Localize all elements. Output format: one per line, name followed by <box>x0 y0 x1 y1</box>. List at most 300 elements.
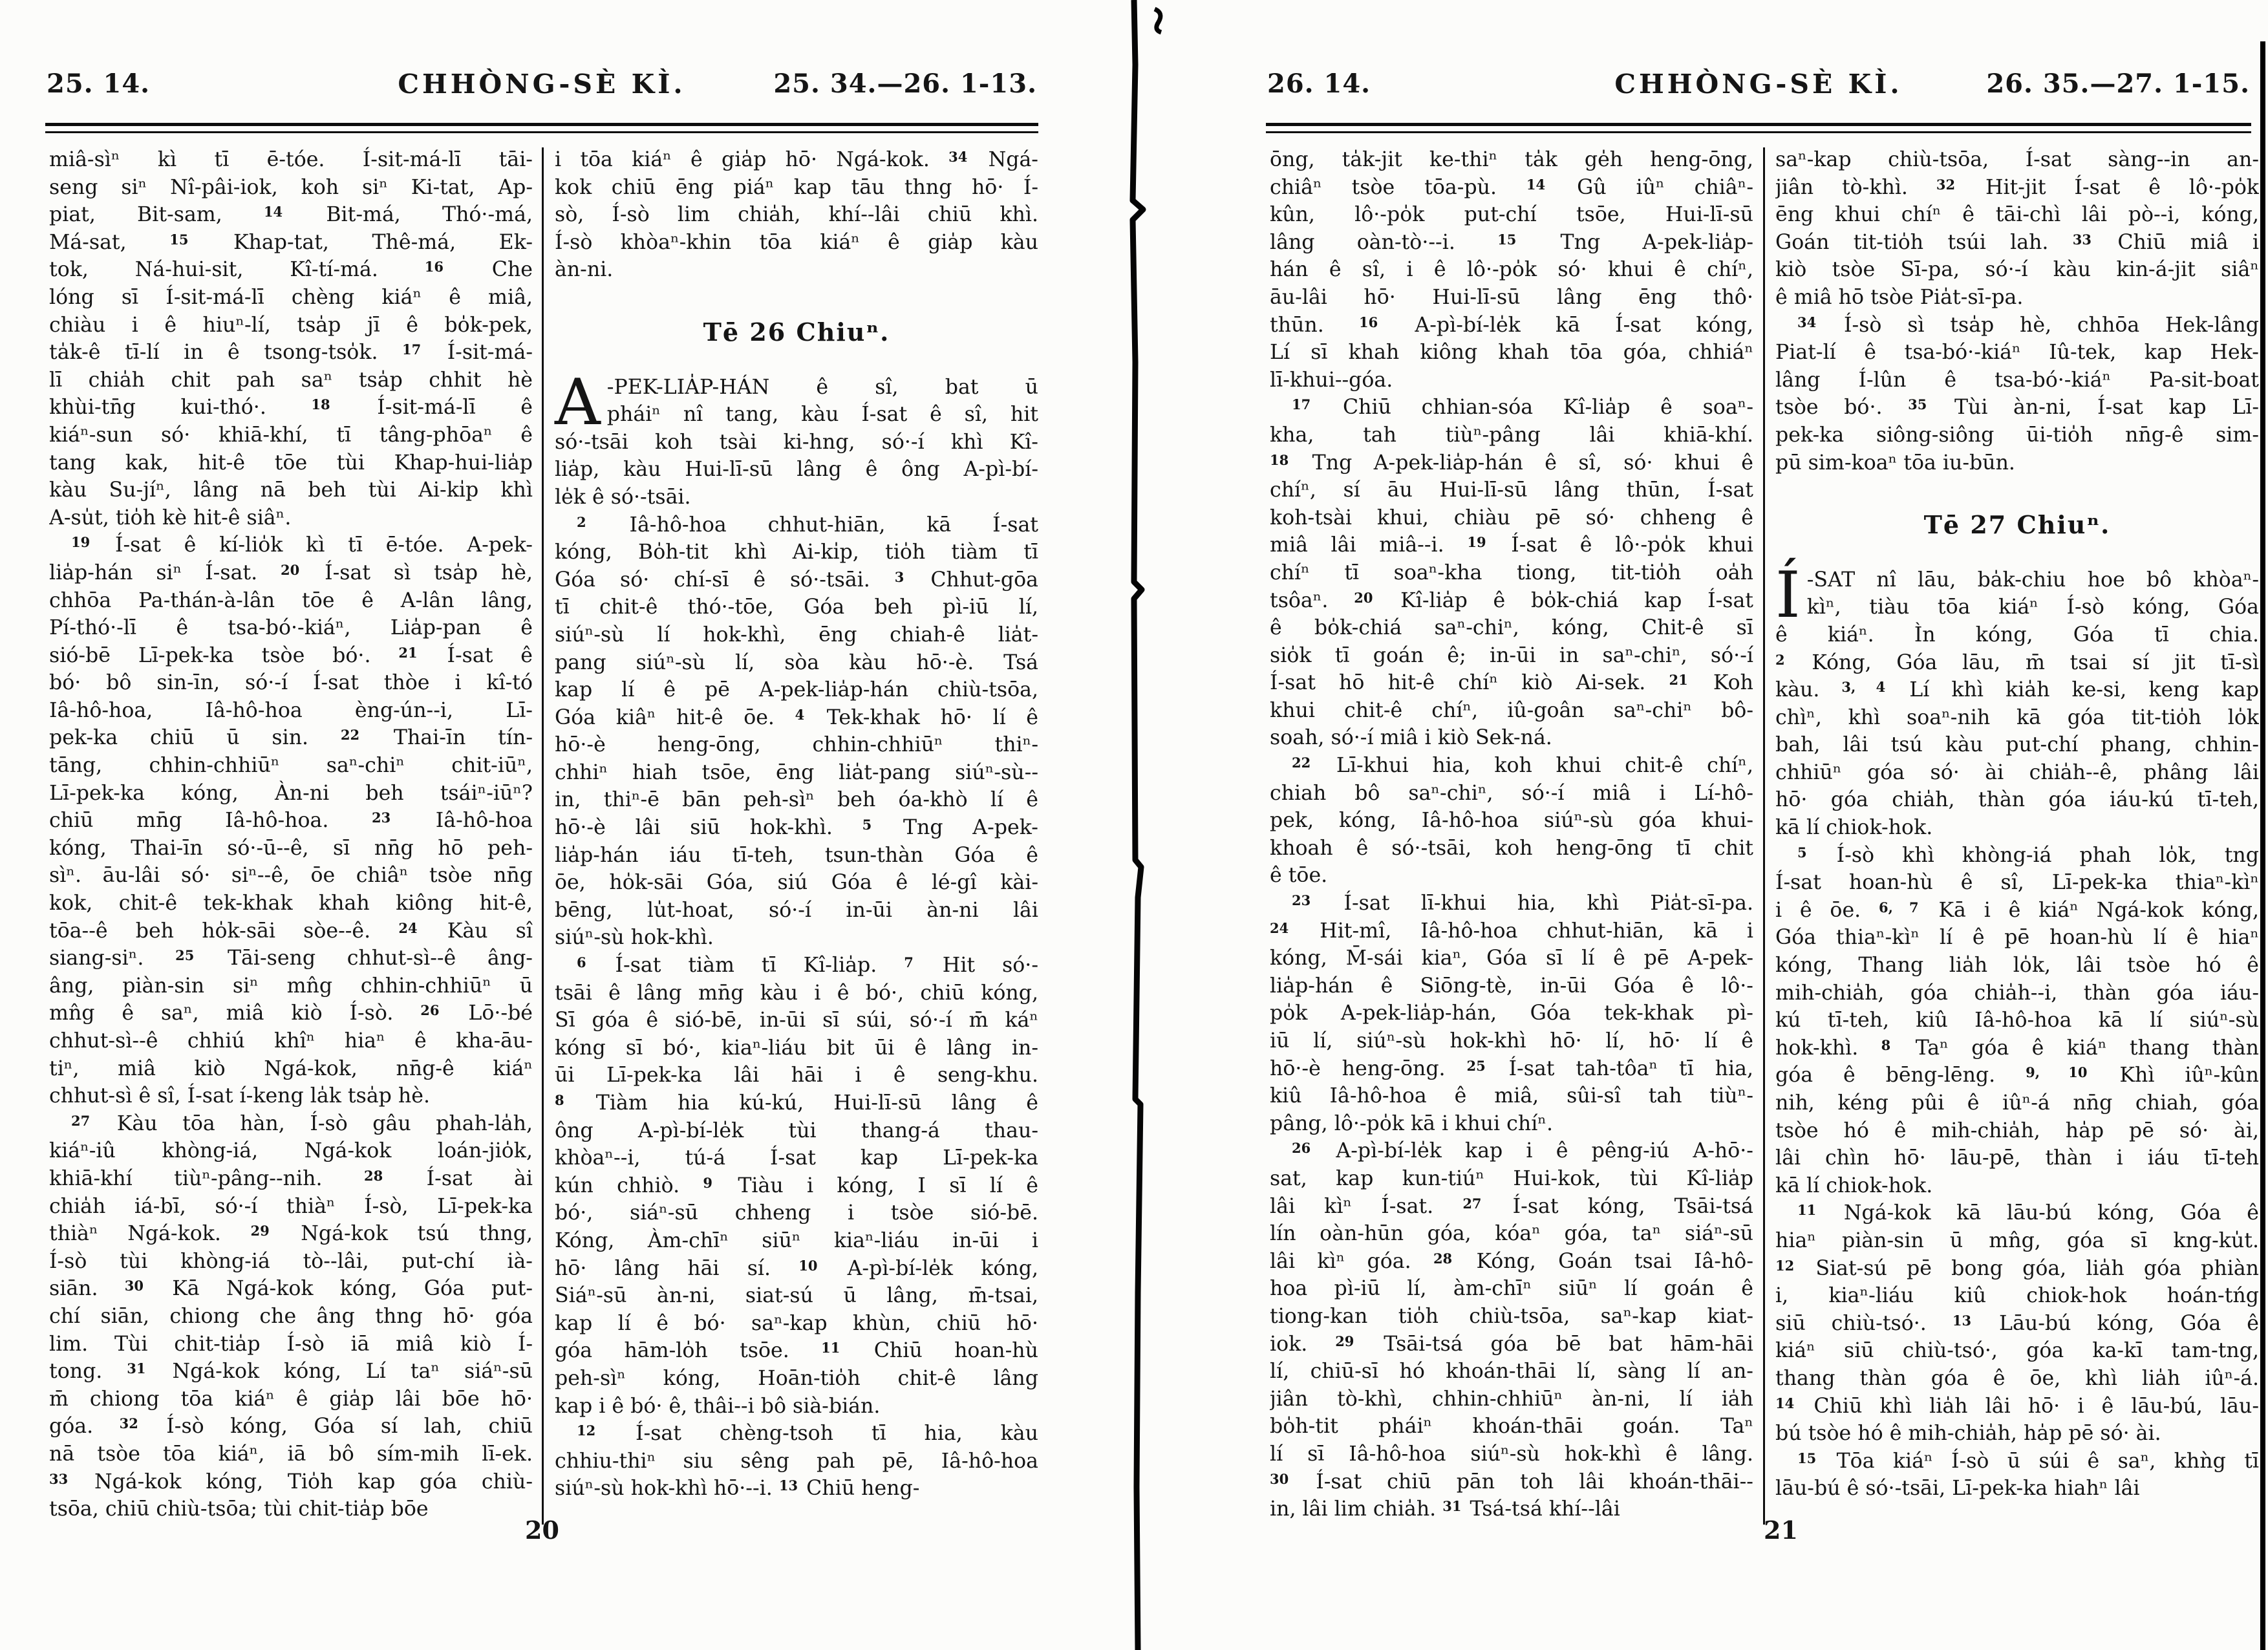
verse-number: 2 <box>1775 651 1785 668</box>
text-line: Góa thiaⁿ-kìⁿ lí ê pē hoan-hù lí ê hiaⁿ <box>1775 926 2259 950</box>
text-line: Sī góa ê sió-bē, in-ūi sī súi, só·-í m̄ káⁿ <box>555 1009 1038 1033</box>
text-line: tsōa, chiū chiù-tsōa; tùi chit-tia̍p bōe <box>49 1497 429 1521</box>
text-line: tāng, chhin-chhiūⁿ saⁿ-chiⁿ chit-iūⁿ, <box>49 754 533 778</box>
text-line: Goán tit-tio̍h tsúi lah. $^{33}$ Chiū miâ i <box>1775 230 2259 254</box>
text-line: kàu. $^{3, 4}$ Lí khì kia̍h ke-si, keng kap <box>1775 678 2259 702</box>
verse-number: 8 <box>555 1092 564 1108</box>
text-line: pū sim-koaⁿ tōa iu-būn. <box>1775 451 2015 475</box>
text-line: tiⁿ, miâ kiò Ngá-kok, nn̄g-ê kiáⁿ <box>49 1056 533 1080</box>
text-line: Má-sat, $^{15}$ Khap-tat, Thê-má, Ek- <box>49 230 533 254</box>
paragraph <box>1775 558 2259 842</box>
text-line: thiàⁿ Ngá-kok. $^{29}$ Ngá-kok tsú thng, <box>49 1222 533 1246</box>
paragraph <box>555 1420 1038 1503</box>
right-page-ref-start: 26. 14. <box>1267 69 1371 99</box>
text-line: siang-siⁿ. $^{25}$ Tāi-seng chhut-sì--ê âng- <box>49 947 533 970</box>
text-line: bah, lâi tsú kàu put-chí phang, chhin- <box>1775 733 2259 757</box>
text-line: $^{22}$ Lī-khui hia, koh khui chit-ê chíⁿ, <box>1292 754 1753 778</box>
verse-number: 4 <box>795 706 805 723</box>
text-line: chhut-sì ê sî, Í-sat í-keng la̍k tsa̍p hè. <box>49 1084 431 1108</box>
verse-number: 2 <box>577 513 586 530</box>
verse-number: 24 <box>1270 919 1289 936</box>
text-line: le̍k ê só·-tsāi. <box>555 485 691 509</box>
paragraph <box>1775 1448 2259 1503</box>
text-line: jiân tò-khì, chhin-chhiūⁿ àn-ni, lí ia̍h <box>1270 1387 1753 1411</box>
text-line: kóng, Thang lia̍h lo̍k, lâi tsòe hó ê <box>1775 954 2259 978</box>
scan-edge-artifact <box>2260 41 2265 1650</box>
text-line: góa hām-lo̍h tsōe. $^{11}$ Chiū hoan-hù <box>555 1339 1038 1363</box>
verse-number: 33 <box>49 1470 69 1487</box>
text-line: pháiⁿ nî tang, kàu Í-sat ê sî, hit <box>606 403 1038 427</box>
text-line: hō· góa chia̍h, thàn góa iáu-kú tī-teh, <box>1775 788 2259 812</box>
text-line: chiàu i ê hiuⁿ-lí, tsa̍p jī ê bo̍k-pek, <box>49 313 533 337</box>
paragraph <box>1270 146 1753 394</box>
verse-number: 21 <box>398 644 418 661</box>
text-line: $^{19}$ Í-sat ê kí-lio̍k kì tī ē-tóe. A-pek- <box>71 533 533 557</box>
left-header-rule-top <box>45 123 1038 126</box>
text-line: kok, chit-ê tek-khak khah kiông hit-ê, <box>49 892 533 916</box>
text-line: $^5$ Í-sò khì khòng-iá phah lo̍k, tng <box>1797 843 2259 867</box>
text-line: Kóng, Àm-chīⁿ siūⁿ kiaⁿ-liáu in-ūi i <box>555 1228 1038 1252</box>
text-line: hán ê sî, i ê lô·-po̍k só· khui ê chíⁿ, <box>1270 258 1753 282</box>
text-line: lâi kìⁿ Í-sat. $^{27}$ Í-sat kóng, Tsāi-tsá <box>1270 1194 1753 1218</box>
verse-number: 28 <box>363 1167 383 1184</box>
text-line: pâng, lô·-po̍k kā i khui chíⁿ. <box>1270 1111 1554 1135</box>
text-line: khùi-tn̄g kui-thó·. $^{18}$ Í-sit-má-lī ê <box>49 396 533 420</box>
left-page-running-title: CHHÒNG-SÈ KÌ. <box>398 69 686 100</box>
text-line: $^{15}$ Tōa kiáⁿ Í-sò ū súi ê saⁿ, khǹg tī <box>1797 1449 2259 1473</box>
text-line: in, lâi lim chia̍h. $^{31}$ Tsá-tsá khí--lâi <box>1270 1497 1620 1521</box>
text-line: siān. $^{30}$ Kā Ngá-kok kóng, Góa put- <box>49 1277 533 1301</box>
text-line: $^{11}$ Ngá-kok kā lāu-bú kóng, Góa ê <box>1797 1201 2259 1225</box>
text-line: sò, Í-sò lim chia̍h, khí--lâi chiū khì. <box>555 203 1038 227</box>
verse-number: 23 <box>371 809 391 826</box>
text-line: peh-sìⁿ kóng, Hoān-tio̍h chit-ê lâng <box>555 1366 1038 1390</box>
text-line: thūn. $^{16}$ A-pì-bí-le̍k kā Í-sat kóng, <box>1270 313 1753 337</box>
text-line: tsòe bó·. $^{35}$ Tùi àn-ni, Í-sat kap Lī- <box>1775 396 2259 420</box>
verse-number: 26 <box>420 1002 440 1019</box>
text-line: pek, kóng, Iâ-hô-hoa siúⁿ-sù góa khui- <box>1270 809 1753 833</box>
text-line: lia̍p-hán iáu tī-teh, tsun-thàn Góa ê <box>555 843 1038 867</box>
text-line: àn-ni. <box>555 258 614 282</box>
text-line: chia̍h iá-bī, só·-í thiàⁿ Í-sò, Lī-pek-ka <box>49 1194 533 1218</box>
verse-number: 24 <box>398 919 418 936</box>
right-page-number: 21 <box>1764 1516 1798 1545</box>
text-line: ê miâ hō tsòe Pia̍t-sī-pa. <box>1775 285 2024 309</box>
chapter-heading: Tē 26 Chiuⁿ. <box>703 317 890 347</box>
text-line: $^2$ Iâ-hô-hoa chhut-hiān, kā Í-sat <box>577 513 1038 537</box>
text-line: siúⁿ-sù hok-khì hō·--i. $^{13}$ Chiū heng- <box>555 1477 920 1501</box>
verse-number: 25 <box>1466 1057 1486 1074</box>
paragraph <box>555 146 1038 284</box>
text-line: lâng oàn-tò·--i. $^{15}$ Tng A-pek-lia̍p- <box>1270 230 1753 254</box>
text-line: kiáⁿ-sun só· khiā-khí, tī tâng-phōaⁿ ê <box>49 423 533 447</box>
verse-number: 20 <box>1354 589 1373 606</box>
text-line: chìⁿ, khì soaⁿ-nih kā góa tit-tio̍h lo̍k <box>1775 705 2259 729</box>
verse-number: 22 <box>340 727 360 744</box>
text-line: Lī-pek-ka kóng, Àn-ni beh tsáiⁿ-iūⁿ? <box>49 781 533 805</box>
text-line: lī chia̍h chit pah saⁿ tsa̍p chhit hè <box>49 368 533 392</box>
text-line: chí siān, chiong che âng thng hō· góa <box>49 1304 533 1328</box>
verse-number: 14 <box>1775 1395 1795 1411</box>
text-line: chiâⁿ tsòe tōa-pù. $^{14}$ Gû iûⁿ chiâⁿ- <box>1270 175 1753 199</box>
text-line: $^{18}$ Tng A-pek-lia̍p-hán ê sî, só· khui ê <box>1270 451 1753 475</box>
paragraph <box>1775 146 2259 312</box>
text-line: chhut-sì--ê chhiú khîⁿ hiaⁿ ê kha-āu- <box>49 1029 533 1053</box>
verse-number: 16 <box>1358 314 1378 330</box>
text-line: só·-tsāi koh tsài ki-hng, só·-í khì Kî- <box>555 430 1038 454</box>
text-line: tsāi ê lâng mn̄g kàu i ê bó·, chiū kóng, <box>555 981 1038 1005</box>
text-line: in, thiⁿ-ē bān peh-sìⁿ beh óa-khò lí ê <box>555 788 1038 812</box>
verse-number: 11 <box>1797 1202 1817 1219</box>
text-line: piat, Bit-sam, $^{14}$ Bit-má, Thó·-má, <box>49 203 533 227</box>
text-line: tōa--ê beh ho̍k-sāi sòe--ê. $^{24}$ Kàu sî <box>49 919 533 943</box>
text-line: chíⁿ, sí āu Hui-lī-sū lâng thūn, Í-sat <box>1270 478 1753 502</box>
text-line: $^6$ Í-sat tiàm tī Kî-lia̍p. $^7$ Hit só·- <box>577 954 1038 978</box>
verse-number: 12 <box>1775 1257 1795 1274</box>
dropcap-letter: A <box>555 365 601 440</box>
text-line: kap i ê bó· ê, thâi--i bô sià-bián. <box>555 1394 881 1418</box>
text-line: kap lí ê bó· saⁿ-kap khùn, chiū hō· <box>555 1311 1038 1335</box>
text-line: lóng sī Í-sit-má-lī chèng kiáⁿ ê miâ, <box>49 285 533 309</box>
verse-number: 8 <box>1881 1036 1891 1053</box>
text-line: ōng, ta̍k-jit ke-thiⁿ ta̍k ge̍h heng-ōng, <box>1270 148 1753 171</box>
text-line: $^{26}$ A-pì-bí-le̍k kap i ê pêng-iú A-hō·- <box>1292 1139 1753 1163</box>
text-line: kā lí chiok-hok. <box>1775 816 1933 840</box>
paragraph <box>555 365 1038 511</box>
paragraph <box>49 1110 533 1523</box>
text-line: Iâ-hô-hoa, Iâ-hô-hoa èng-ún--i, Lī- <box>49 698 533 722</box>
text-line: saⁿ-kap chiù-tsōa, Í-sat sàng--in an- <box>1775 148 2259 171</box>
text-line: kap lí ê pē A-pek-lia̍p-hán chiù-tsōa, <box>555 678 1038 702</box>
text-line: tsòe hó ê mih-chia̍h, ha̍p pē só· ài, <box>1775 1119 2259 1142</box>
text-line: hō·-è heng-ōng, chhin-chhiūⁿ thiⁿ- <box>555 733 1038 757</box>
text-line: mih-chia̍h, góa chia̍h--i, thàn góa iáu- <box>1775 981 2259 1005</box>
verse-number: 27 <box>71 1112 91 1129</box>
text-line: sió-bē Lī-pek-ka tsòe bó·. $^{21}$ Í-sat ê <box>49 643 533 667</box>
text-line: āu-lâi hō· Hui-lī-sū lâng ēng thô· <box>1270 285 1753 309</box>
text-line: i, kiaⁿ-liáu kiû chiok-hok hoán-tńg <box>1775 1284 2259 1308</box>
text-line: nih, kéng pûi ê iûⁿ-á nn̄g chiah, góa <box>1775 1091 2259 1115</box>
verse-number: 23 <box>1292 892 1311 909</box>
text-line: -PEK-LIA̍P-HÁN ê sî, bat ū <box>606 375 1038 399</box>
text-line: ê bo̍k-chiá saⁿ-chiⁿ, kóng, Chit-ê sī <box>1270 616 1753 640</box>
verse-number: 30 <box>1270 1470 1289 1487</box>
text-line: kóng sī bó·, kiaⁿ-liáu bit ūi ê lâng in- <box>555 1036 1038 1060</box>
text-line: pang siúⁿ-sù lí, sòa kàu hō·-è. Tsá <box>555 650 1038 674</box>
right-page-column-2 <box>1775 146 2259 1503</box>
text-line: chiū mn̄g Iâ-hô-hoa. $^{23}$ Iâ-hô-hoa <box>49 809 533 833</box>
text-line: -SAT nî lāu, ba̍k-chiu hoe bô khòaⁿ- <box>1806 568 2259 592</box>
text-line: chhiⁿ hiah tsōe, ēng lia̍t-pang siúⁿ-sù-- <box>555 760 1038 784</box>
verse-number: 31 <box>1442 1498 1462 1515</box>
text-line: Lí sī khah kiông khah tōa góa, chhiáⁿ <box>1270 341 1753 365</box>
text-line: lia̍p-hán siⁿ Í-sat. $^{20}$ Í-sat sì tsa̍p hè, <box>49 561 533 584</box>
text-line: jiân tò-khì. $^{32}$ Hit-jit Í-sat ê lô·-po̍k <box>1775 175 2259 199</box>
paragraph <box>1270 752 1753 890</box>
text-line: sat, kap kun-tiúⁿ Hui-kok, tùi Kî-lia̍p <box>1270 1166 1753 1190</box>
verse-number: 16 <box>424 259 444 275</box>
text-line: lâng Í-lûn ê tsa-bó·-kiáⁿ Pa-sit-boat <box>1775 368 2259 392</box>
verse-number: 3, 4 <box>1841 679 1886 696</box>
text-line: kiò tsòe Sī-pa, só·-í kàu kin-á-jit siâⁿ <box>1775 258 2259 282</box>
verse-number: 17 <box>1292 396 1311 413</box>
text-line: sìⁿ. āu-lâi só· siⁿ--ê, ōe chiâⁿ tsòe nn̄g <box>49 864 533 888</box>
text-line: lim. Tùi chit-tia̍p Í-sò iā miâ kiò Í- <box>49 1332 533 1356</box>
text-line: ông A-pì-bí-le̍k tùi thang-á thau- <box>555 1119 1038 1142</box>
text-line: bo̍h-tit pháiⁿ khoán-thāi goán. Taⁿ <box>1270 1415 1753 1439</box>
text-line: ōe, ho̍k-sāi Góa, siú Góa ê lé-gî kài- <box>555 871 1038 895</box>
text-line: khui chit-ê chíⁿ, iû-goân saⁿ-chiⁿ bô- <box>1270 698 1753 722</box>
text-line: $^{14}$ Chiū khì lia̍h lâi hō· i ê lāu-bú, lāu- <box>1775 1394 2259 1418</box>
text-line: tok, Ná-hui-sit, Kî-tí-má. $^{16}$ Che <box>49 258 533 282</box>
paragraph <box>1775 1199 2259 1447</box>
text-line: m̄ chiong tōa kiáⁿ ê gia̍p lâi bōe hō· <box>49 1387 533 1411</box>
text-line: âng, piàn-sin siⁿ mn̂g chhin-chhiūⁿ ū <box>49 974 533 998</box>
text-line: bó· bô sin-īn, só·-í Í-sat thòe i kî-tó <box>49 671 533 695</box>
text-line: Í-sò khòaⁿ-khin tōa kiáⁿ ê gia̍p kàu <box>555 230 1038 254</box>
text-line: $^{33}$ Ngá-kok kóng, Tio̍h kap góa chiù- <box>49 1470 533 1494</box>
text-line: i tōa kiáⁿ ê gia̍p hō· Ngá-kok. $^{34}$ Ngá- <box>555 148 1038 171</box>
text-line: $^{27}$ Kàu tōa hàn, Í-sò gâu phah-la̍h, <box>71 1111 533 1135</box>
chapter-heading: Tē 27 Chiuⁿ. <box>1923 510 2111 540</box>
text-line: lâi kìⁿ góa. $^{28}$ Kóng, Goán tsai Iâ-hô- <box>1270 1249 1753 1273</box>
verse-number: 34 <box>1797 314 1817 330</box>
verse-number: 18 <box>1270 451 1289 468</box>
text-line: tong. $^{31}$ Ngá-kok kóng, Lí taⁿ siáⁿ-sū <box>49 1360 533 1384</box>
verse-number: 30 <box>124 1278 144 1294</box>
verse-number: 34 <box>948 149 968 165</box>
text-line: lia̍p-hán ê Siōng-tè, in-ūi Góa ê lô·- <box>1270 974 1753 998</box>
right-page-ref-end: 26. 35.—27. 1-15. <box>1986 69 2250 99</box>
right-page-column-1 <box>1270 146 1753 1523</box>
verse-number: 29 <box>250 1223 270 1239</box>
text-line: kiû Iâ-hô-hoa ê miâ, sûi-sî tah tiùⁿ- <box>1270 1084 1753 1108</box>
text-line: soah, só·-í miâ i kiò Sek-ná. <box>1270 726 1552 750</box>
verse-number: 6 <box>577 954 586 971</box>
text-line: $^2$ Kóng, Góa lāu, m̄ tsai sí jit tī-sì <box>1775 650 2259 674</box>
text-line: ê kiáⁿ. Ìn kóng, Góa tī chia. <box>1775 623 2259 647</box>
verse-number: 19 <box>71 534 91 551</box>
verse-number: 31 <box>127 1360 146 1377</box>
text-line: pek-ka siông-siông ūi-tio̍h nn̄g-ê sim- <box>1775 423 2259 447</box>
text-line: lâi chìn hō· lāu-pē, thàn i iáu tī-teh <box>1775 1146 2259 1170</box>
verse-number: 32 <box>119 1415 138 1432</box>
verse-number: 28 <box>1433 1250 1453 1267</box>
verse-number: 15 <box>1797 1450 1817 1466</box>
text-line: Siáⁿ-sū àn-ni, siat-sú ū lâng, m̄-tsai, <box>555 1284 1038 1308</box>
paragraph <box>555 952 1038 1420</box>
text-line: kóng, Bo̍h-tit khì Ai-ki̍p, tio̍h tiàm tī <box>555 541 1038 564</box>
verse-number: 27 <box>1462 1195 1482 1212</box>
text-line: ta̍k-ê tī-lí in ê tsong-tso̍k. $^{17}$ Í-sit-má- <box>49 341 533 365</box>
text-line: lí, chiū-sī hó khoán-thāi lí, sàng lí an- <box>1270 1360 1753 1384</box>
text-line: kóng, M̄-sái kiaⁿ, Góa sī lí ê pē A-pek- <box>1270 947 1753 970</box>
text-line: tang kak, hit-ê tōe tùi Khap-hui-lia̍p <box>49 451 533 475</box>
text-line: chhōa Pa-thán-à-lân tōe ê A-lân lâng, <box>49 588 533 612</box>
text-line: siúⁿ-sù hok-khì. <box>555 926 714 950</box>
text-line: iok. $^{29}$ Tsāi-tsá góa bē bat hām-hāi <box>1270 1332 1753 1356</box>
text-line: hoa pì-iū lí, àm-chīⁿ siūⁿ lí goán ê <box>1270 1277 1753 1301</box>
text-line: ūi Lī-pek-ka lâi hāi i ê seng-khu. <box>555 1064 1038 1088</box>
left-page-column-divider <box>542 147 544 1525</box>
verse-number: 7 <box>904 954 914 971</box>
text-line: thang thàn góa ê ōe, khì lia̍h iûⁿ-á. <box>1775 1366 2259 1390</box>
text-line: siúⁿ-sù lí hok-khì, ēng chiah-ê lia̍t- <box>555 623 1038 647</box>
left-page-ref-end: 25. 34.—26. 1-13. <box>773 69 1037 99</box>
text-line: $^{30}$ Í-sat chiū pān toh lâi khoán-thāi-- <box>1270 1470 1753 1494</box>
text-line: $^8$ Tiàm hia kú-kú, Hui-lī-sū lâng ê <box>555 1091 1038 1115</box>
text-line: mn̂g ê saⁿ, miâ kiò Í-sò. $^{26}$ Lō·-bé <box>49 1002 533 1025</box>
text-line: kóng, Thai-īn só·-ū--ê, sī nn̄g hō peh- <box>49 836 533 860</box>
text-line: kok chiū ēng piáⁿ kap tāu thng hō· Í- <box>555 175 1038 199</box>
verse-number: 14 <box>263 204 283 220</box>
left-page-column-1 <box>49 146 533 1523</box>
verse-number: 13 <box>1952 1312 1972 1329</box>
paragraph <box>1270 890 1753 1137</box>
text-line: lāu-bú ê só·-tsāi, Lī-pek-ka hiahⁿ lâi <box>1775 1477 2140 1501</box>
text-line: góa. $^{32}$ Í-sò kóng, Góa sí lah, chiū <box>49 1415 533 1439</box>
verse-number: 3 <box>894 568 904 585</box>
left-header-rule-bottom <box>45 131 1038 133</box>
verse-number: 10 <box>798 1257 818 1274</box>
right-header-rule-top <box>1266 123 2251 126</box>
verse-number: 18 <box>311 396 330 413</box>
text-line: kûn, lô·-po̍k put-chí tsōe, Hui-lī-sū <box>1270 203 1753 227</box>
text-line: Góa só· chí-sī ê só·-tsāi. $^3$ Chhut-gōa <box>555 568 1038 592</box>
text-line: miâ lâi miâ--i. $^{19}$ Í-sat ê lô·-po̍k khui <box>1270 533 1753 557</box>
text-line: chhiūⁿ góa só· ài chia̍h--ê, phâng lâi <box>1775 760 2259 784</box>
text-line: Í-sat hoan-hù ê sî, Lī-pek-ka thiaⁿ-kìⁿ <box>1775 871 2259 895</box>
paragraph <box>49 146 533 531</box>
verse-number: 20 <box>281 561 300 578</box>
text-line: Piat-lí ê tsa-bó·-kiáⁿ Iû-tek, kap Hek- <box>1775 341 2259 365</box>
verse-number: 29 <box>1335 1333 1354 1349</box>
verse-number: 6, 7 <box>1879 899 1919 916</box>
text-line: po̍k A-pek-lia̍p-hán, Góa tek-khak pì- <box>1270 1002 1753 1025</box>
text-line: khoah ê só·-tsāi, koh heng-ōng tī chit <box>1270 836 1753 860</box>
text-line: kú tī-teh, kiû Iâ-hô-hoa kā lí siúⁿ-sù <box>1775 1009 2259 1033</box>
text-line: Góa kiâⁿ hit-ê ōe. $^4$ Tek-khak hō· lí ê <box>555 705 1038 729</box>
text-line: A-su̍t, tio̍h kè hit-ê siâⁿ. <box>49 506 292 530</box>
right-page-header <box>1267 69 2250 105</box>
left-page-header <box>47 69 1037 105</box>
text-line: chiah bô saⁿ-chiⁿ, só·-í miâ i Lí-hô- <box>1270 781 1753 805</box>
text-line: siū chiù-tsó·. $^{13}$ Lāu-bú kóng, Góa ê <box>1775 1311 2259 1335</box>
text-line: ê tōe. <box>1270 864 1328 888</box>
verse-number: 32 <box>1936 176 1956 193</box>
paragraph <box>555 511 1038 952</box>
verse-number: 5 <box>862 817 872 833</box>
text-line: Pí-thó·-lī ê tsa-bó·-kiáⁿ, Lia̍p-pan ê <box>49 616 533 640</box>
text-line: kā lí chiok-hok. <box>1775 1173 1933 1197</box>
verse-number: 9 <box>703 1174 713 1191</box>
text-line: koh-tsài khui, chiàu pē só· chheng ê <box>1270 506 1753 530</box>
text-line: Í-sat hō hit-ê chíⁿ kiò Ai-sek. $^{21}$ Koh <box>1270 671 1753 695</box>
text-line: kún chhiò. $^9$ Tiàu i kóng, I sī lí ê <box>555 1173 1038 1197</box>
verse-number: 22 <box>1292 755 1311 771</box>
verse-number: 19 <box>1467 534 1486 551</box>
text-line: $^{24}$ Hit-mî, Iâ-hô-hoa chhut-hiān, kā i <box>1270 919 1753 943</box>
text-line: ēng khui chíⁿ ê tāi-chì lâi pò--i, kóng, <box>1775 203 2259 227</box>
text-line: lī-khui--góa. <box>1270 368 1393 392</box>
text-line: lín oàn-hūn góa, kóaⁿ góa, taⁿ siáⁿ-sū <box>1270 1222 1753 1246</box>
text-line: pek-ka chiū ū sin. $^{22}$ Thai-īn tín- <box>49 726 533 750</box>
text-line: kìⁿ, tiàu tōa kiáⁿ Í-sò kóng, Góa <box>1806 595 2259 619</box>
verse-number: 13 <box>778 1477 798 1494</box>
text-line: nā tsòe tōa kiáⁿ, iā bô sím-mih lī-ek. <box>49 1442 533 1466</box>
text-line: $^{17}$ Chiū chhian-sóa Kî-lia̍p ê soaⁿ- <box>1292 396 1753 420</box>
paragraph <box>1775 842 2259 1200</box>
text-line: sio̍k tī goán ê; in-ūi in saⁿ-chiⁿ, só·-í <box>1270 643 1753 667</box>
text-line: kha, tah tiùⁿ-pâng lâi khiā-khí. <box>1270 423 1753 447</box>
text-line: seng siⁿ Nî-pâi-iok, koh siⁿ Ki-tat, Ap- <box>49 175 533 199</box>
verse-number: 9, 10 <box>2026 1064 2088 1081</box>
verse-number: 15 <box>1497 231 1517 248</box>
left-page-column-2 <box>555 146 1038 1503</box>
text-line: hō·-è lâi siū hok-khì. $^5$ Tng A-pek- <box>555 816 1038 840</box>
verse-number: 14 <box>1526 176 1546 193</box>
text-line: chhiu-thiⁿ siu sêng pah pē, Iâ-hô-hoa <box>555 1449 1038 1473</box>
verse-number: 15 <box>169 231 189 248</box>
right-page-column-divider <box>1763 147 1765 1525</box>
verse-number: 26 <box>1292 1140 1311 1157</box>
text-line: iū lí, siúⁿ-sù hok-khì hō· lí, hō· lí ê <box>1270 1029 1753 1053</box>
dropcap-letter: Í <box>1775 558 1801 632</box>
text-line: $^{23}$ Í-sat lī-khui hia, khì Pia̍t-sī-pa. <box>1292 892 1753 916</box>
text-line: chíⁿ tī soaⁿ-kha tiong, tit-tio̍h oa̍h <box>1270 561 1753 584</box>
text-line: lí sī Iâ-hô-hoa siúⁿ-sù hok-khì ê lâng. <box>1270 1442 1753 1466</box>
text-line: bú tsòe hó ê mih-chia̍h, ha̍p pē só· ài. <box>1775 1422 2161 1446</box>
right-page-running-title: CHHÒNG-SÈ KÌ. <box>1614 69 1903 100</box>
text-line: miâ-sìⁿ kì tī ē-tóe. Í-sit-má-lī tāi- <box>49 148 533 171</box>
verse-number: 11 <box>821 1340 840 1356</box>
text-line: kiáⁿ siū chiù-tsó·, góa ka-kī tam-tng, <box>1775 1339 2259 1363</box>
text-line: bēng, lu̍t-hoat, só·-í in-ūi àn-ni lâi <box>555 898 1038 922</box>
text-line: hiaⁿ piàn-sin ū mn̂g, góa sī kng-ku̍t. <box>1775 1228 2259 1252</box>
text-line: $^{12}$ Í-sat chèng-tsoh tī hia, kàu <box>577 1422 1038 1446</box>
left-page-number: 20 <box>525 1516 559 1545</box>
text-line: tsôaⁿ. $^{20}$ Kî-lia̍p ê bo̍k-chiá kap Í-sat <box>1270 588 1753 612</box>
verse-number: 21 <box>1669 672 1688 689</box>
text-line: tī chit-ê thó·-tōe, Góa beh pì-iū lí, <box>555 595 1038 619</box>
verse-number: 35 <box>1908 396 1927 413</box>
verse-number: 25 <box>175 947 195 964</box>
text-line: góa ê bēng-lēng. $^{9, 10}$ Khì iûⁿ-kûn <box>1775 1064 2259 1088</box>
text-line: tiong-kan tio̍h chiù-tsōa, saⁿ-kap kiat- <box>1270 1304 1753 1328</box>
text-line: hō· lâng hāi sí. $^{10}$ A-pì-bí-le̍k kóng, <box>555 1256 1038 1280</box>
text-line: hō·-è heng-ōng. $^{25}$ Í-sat tah-tôaⁿ tī hia, <box>1270 1056 1753 1080</box>
text-line: $^{12}$ Siat-sú pē bong góa, lia̍h góa phiàn <box>1775 1256 2259 1280</box>
paragraph <box>1270 1137 1753 1523</box>
text-line: kàu Su-jíⁿ, lâng nā beh tùi Ai-ki̍p khì <box>49 478 533 502</box>
text-line: bó·, siáⁿ-sū chheng i tsòe sió-bē. <box>555 1201 1038 1225</box>
text-line: kiáⁿ-iû khòng-iá, Ngá-kok loán-jio̍k, <box>49 1139 533 1163</box>
text-line: khòaⁿ--i, tú-á Í-sat kap Lī-pek-ka <box>555 1146 1038 1170</box>
paragraph <box>1775 312 2259 477</box>
text-line: Í-sò tùi khòng-iá tò--lâi, put-chí ià- <box>49 1249 533 1273</box>
paragraph <box>49 531 533 1109</box>
text-line: $^{34}$ Í-sò sì tsa̍p hè, chhōa Hek-lâng <box>1797 313 2259 337</box>
binding-fold <box>1093 0 1183 1650</box>
paragraph <box>1270 394 1753 752</box>
left-page-ref-start: 25. 14. <box>47 69 151 99</box>
verse-number: 5 <box>1797 844 1807 861</box>
text-line: hok-khì. $^8$ Taⁿ góa ê kiáⁿ thang thàn <box>1775 1036 2259 1060</box>
verse-number: 12 <box>577 1422 596 1439</box>
text-line: i ê ōe. $^{6, 7}$ Kā i ê kiáⁿ Ngá-kok kóng, <box>1775 898 2259 922</box>
text-line: lia̍p, kàu Hui-lī-sū lâng ê ông A-pì-bí- <box>555 458 1038 482</box>
verse-number: 33 <box>2072 231 2092 248</box>
